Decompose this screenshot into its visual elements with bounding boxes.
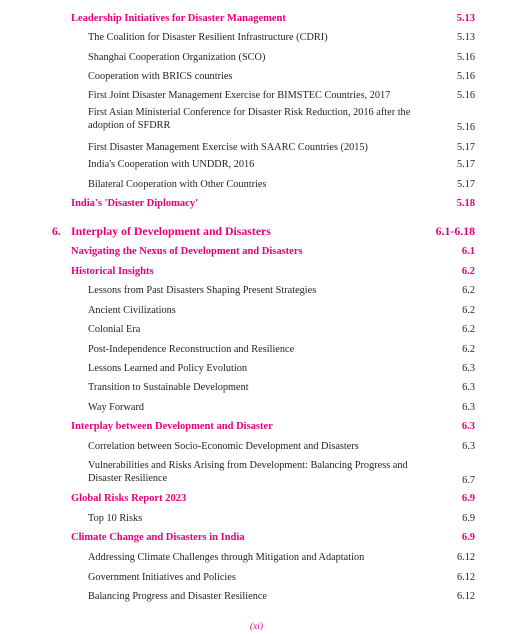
entry-page-number: 6.2: [462, 305, 475, 316]
entry-page-number: 6.7: [462, 475, 475, 486]
entry-title: The Coalition for Disaster Resilient Infrastructure (CDRI): [88, 32, 328, 43]
entry-page-number: 6.3: [461, 421, 475, 432]
entry-title: Cooperation with BRICS countries: [88, 71, 233, 82]
entry-page-number: 6.12: [456, 552, 475, 563]
entry-title: Global Risks Report 2023: [71, 493, 187, 504]
entry-page-number: 6.3: [462, 402, 475, 413]
entry-title: Correlation between Socio-Economic Development and Disasters: [88, 441, 359, 452]
entry-title: Interplay of Development and Disasters: [71, 224, 271, 238]
entry-page-number: 5.17: [456, 159, 475, 170]
entry-title: Historical Insights: [71, 266, 154, 277]
entry-title: India's Cooperation with UNDDR, 2016: [88, 159, 255, 170]
entry-page-number: 5.16: [456, 71, 475, 82]
entry-title: Vulnerabilities and Risks Arising from Development: Balancing Progress and Disaster Resilience: [88, 460, 408, 484]
entry-page-number: 5.17: [456, 179, 475, 190]
entry-page-number: 5.16: [456, 122, 475, 133]
entry-title: Addressing Climate Challenges through Mitigation and Adaptation: [88, 552, 365, 563]
entry-title: Lessons from Past Disasters Shaping Present Strategies: [88, 285, 317, 296]
page-number-footer: (xi): [249, 622, 264, 632]
entry-page-number: 5.16: [456, 90, 475, 101]
entry-title: Post-Independence Reconstruction and Resilience: [88, 344, 295, 355]
entry-title: Lessons Learned and Policy Evolution: [88, 363, 247, 374]
entry-page-number: 6.12: [456, 572, 475, 583]
entry-page-number: 6.3: [462, 363, 475, 374]
entry-title: Shanghai Cooperation Organization (SCO): [88, 52, 266, 63]
entry-title: Way Forward: [88, 402, 145, 413]
entry-page-number: 6.3: [462, 382, 475, 393]
entry-page-number: 5.18: [456, 198, 475, 209]
chapter-number: 6.: [52, 224, 61, 238]
entry-page-number: 6.3: [462, 441, 475, 452]
entry-title: Ancient Civilizations: [88, 305, 176, 316]
entry-page-number: 6.9: [462, 513, 475, 524]
entry-title: Navigating the Nexus of Development and Disasters: [71, 246, 303, 257]
entry-title: Climate Change and Disasters in India: [71, 532, 245, 543]
entry-page-number: 5.16: [456, 52, 475, 63]
entry-page-number: 6.2: [462, 324, 475, 335]
entry-title: First Joint Disaster Management Exercise for BIMSTEC Countries, 2017: [88, 90, 391, 101]
entry-page-number: 6.2: [462, 344, 475, 355]
entry-title: Leadership Initiatives for Disaster Management: [71, 13, 286, 24]
entry-page-number: 5.13: [456, 32, 475, 43]
entry-title: Government Initiatives and Policies: [88, 572, 236, 583]
entry-title: India's 'Disaster Diplomacy': [71, 198, 198, 209]
entry-page-number: 6.2: [462, 285, 475, 296]
entry-title: Bilateral Cooperation with Other Countries: [88, 179, 267, 190]
entry-page-number: 5.17: [456, 142, 475, 153]
entry-title: Interplay between Development and Disaster: [71, 421, 273, 432]
entry-page-number: 6.2: [461, 266, 475, 277]
entry-title: Transition to Sustainable Development: [88, 382, 249, 393]
entry-page-number: 6.9: [461, 493, 475, 504]
entry-page-number: 6.12: [456, 591, 475, 602]
entry-title: Balancing Progress and Disaster Resilience: [88, 591, 268, 602]
entry-title: Top 10 Risks: [88, 513, 143, 524]
entry-title: First Asian Ministerial Conference for Disaster Risk Reduction, 2016 after the adoption of SFDRR: [88, 107, 411, 131]
entry-page-number: 5.13: [456, 13, 475, 24]
entry-title: First Disaster Management Exercise with SAARC Countries (2015): [88, 142, 368, 153]
entry-page-number: 6.1-6.18: [435, 224, 475, 238]
entry-page-number: 6.1: [461, 246, 475, 257]
entry-title: Colonial Era: [88, 324, 141, 335]
entry-page-number: 6.9: [461, 532, 475, 543]
